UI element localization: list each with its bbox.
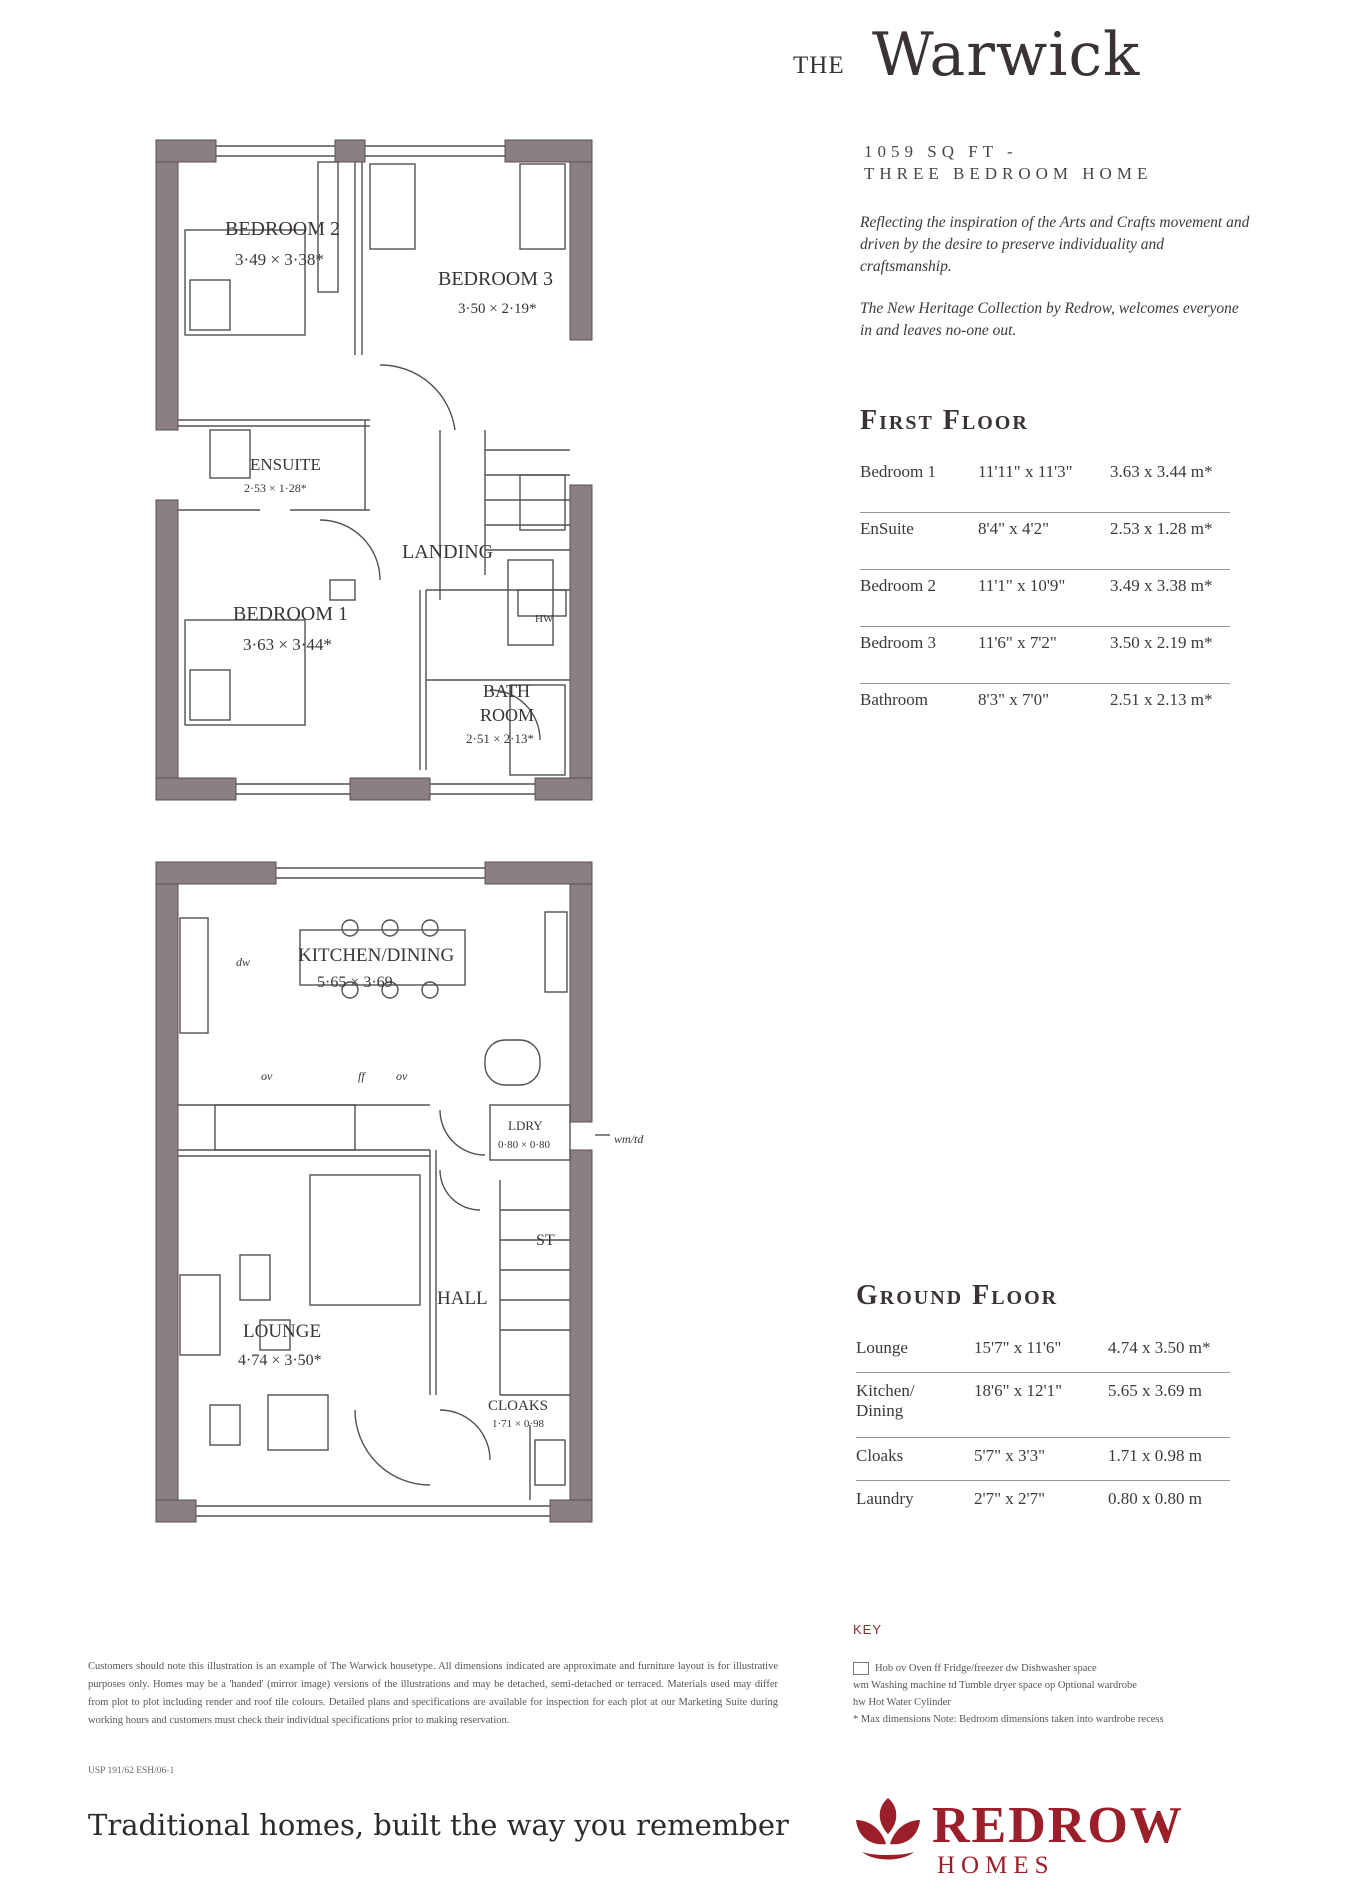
- kitchen-dim: 5·65 × 3·69: [317, 974, 393, 991]
- key-line-3: hw Hot Water Cylinder: [853, 1697, 951, 1708]
- house-title: Warwick: [872, 20, 1141, 90]
- table-row: [860, 684, 1230, 721]
- wall: [335, 140, 365, 162]
- first-floor-plan: [140, 130, 610, 810]
- hob-icon: [853, 1662, 869, 1675]
- wall: [156, 140, 216, 162]
- room-metric: 3.50 x 2.19 m*: [1110, 627, 1230, 684]
- brand-sub: HOMES: [937, 1852, 1055, 1879]
- kitchen-label: KITCHEN/DINING: [298, 945, 455, 966]
- room-name: Bathroom: [860, 690, 928, 709]
- wall: [156, 500, 178, 800]
- bedroom1-dim: 3·63 × 3·44*: [243, 635, 332, 654]
- ensuite-label: ENSUITE: [250, 455, 321, 474]
- room-name: Kitchen/: [856, 1381, 915, 1400]
- table-row: [860, 462, 1230, 513]
- bath-label-line2: ROOM: [480, 705, 535, 725]
- wall: [570, 862, 592, 1122]
- room-name: Bedroom 2: [860, 570, 978, 627]
- cloaks-dim: 1·71 × 0·98: [492, 1418, 545, 1430]
- lounge-dim: 4·74 × 3·50*: [238, 1352, 322, 1369]
- room-name: Bedroom 3: [860, 627, 978, 684]
- room-imperial: 15'7" x 11'6": [974, 1338, 1108, 1373]
- room-metric: 1.71 x 0.98 m: [1108, 1438, 1230, 1481]
- wall: [570, 1150, 592, 1522]
- ensuite-dim: 2·53 × 1·28*: [244, 481, 307, 495]
- room-imperial: 11'1" x 10'9": [978, 570, 1110, 627]
- table-row: [856, 1481, 1230, 1520]
- room-metric: 0.80 x 0.80 m: [1108, 1489, 1202, 1508]
- wall: [535, 778, 592, 800]
- table-row: [856, 1373, 1230, 1438]
- title-prefix: THE: [793, 52, 845, 79]
- wall: [156, 862, 276, 884]
- exterior-walls: [156, 140, 592, 800]
- collection-paragraph: The New Heritage Collection by Redrow, welcomes everyone in and leaves no-one out.: [860, 300, 1239, 339]
- ldry-dim: 0·80 × 0·80: [498, 1139, 551, 1151]
- wall: [156, 1500, 196, 1522]
- room-imperial: 5'7" x 3'3": [974, 1438, 1108, 1481]
- wall: [485, 862, 592, 884]
- bath-label: BATH: [483, 681, 531, 701]
- wall: [550, 1500, 592, 1522]
- key-line: [853, 1660, 1233, 1677]
- disclaimer: Customers should note this illustration is an example of The Warwick housetype. All dimensions indicated are approximate and furniture layout is for illustrative purposes only. Homes may be a 'handed' (mirror image) versions of the illustrations and may be detached, semi-detached or terraced. Materials used may differ from plot to plot including render and roof tile colours. Detailed plans and specifications are available for inspection for each plot at our Marketing Suite during working hours and customers must check their individual specifications prior to making reservation.: [88, 1661, 778, 1726]
- room-name: Bedroom 1: [860, 462, 978, 513]
- st-label: ST: [536, 1232, 555, 1249]
- first-floor-heading: First Floor: [860, 405, 1029, 436]
- room-metric: 3.63 x 3.44 m*: [1110, 462, 1230, 513]
- key-line-4: * Max dimensions Note: Bedroom dimensions taken into wardrobe recess: [853, 1714, 1164, 1725]
- wmtd-label: wm/td: [614, 1132, 644, 1146]
- table-row: [860, 570, 1230, 627]
- bedroom1-label: BEDROOM 1: [233, 603, 349, 625]
- room-imperial: 11'11" x 11'3": [978, 462, 1110, 513]
- room-imperial: 11'6" x 7'2": [978, 627, 1110, 684]
- room-name: Laundry: [856, 1489, 914, 1508]
- ff-label: ff: [358, 1069, 365, 1083]
- reference-code: USP 191/62 ESH/06-1: [88, 1766, 175, 1776]
- lounge-label: LOUNGE: [243, 1321, 322, 1342]
- cloaks-label: CLOAKS: [488, 1398, 549, 1414]
- table-row: [856, 1438, 1230, 1481]
- room-name: Cloaks: [856, 1438, 974, 1481]
- room-imperial: 8'4" x 4'2": [978, 513, 1110, 570]
- key-line-1: Hob ov Oven ff Fridge/freezer dw Dishwasher space: [875, 1663, 1097, 1674]
- room-name: EnSuite: [860, 513, 978, 570]
- ov-label: ov: [261, 1069, 273, 1083]
- wall: [156, 140, 178, 430]
- wall: [505, 140, 592, 162]
- ground-floor-heading: Ground Floor: [856, 1280, 1059, 1311]
- room-name: Lounge: [856, 1338, 974, 1373]
- ground-floor-table: [856, 1338, 1230, 1519]
- redrow-logo-icon: [848, 1790, 928, 1870]
- room-metric: 2.53 x 1.28 m*: [1110, 513, 1230, 570]
- room-imperial: 18'6" x 12'1": [974, 1373, 1108, 1438]
- intro-paragraph: Reflecting the inspiration of the Arts and Crafts movement and driven by the desire to preserve individuality and craftsmanship.: [860, 214, 1250, 275]
- hw-label: HW: [535, 613, 554, 625]
- room-imperial: 8'3" x 7'0": [978, 690, 1050, 709]
- bath-dim: 2·51 × 2·13*: [466, 731, 534, 746]
- room-metric: 3.49 x 3.38 m*: [1110, 570, 1230, 627]
- table-row: [856, 1338, 1230, 1373]
- brand-name: REDROW: [932, 1797, 1184, 1854]
- hall-label: HALL: [437, 1288, 488, 1309]
- bedroom3-dim: 3·50 × 2·19*: [458, 301, 537, 317]
- wall: [350, 778, 430, 800]
- ov2-label: ov: [396, 1069, 408, 1083]
- first-floor-table: [860, 462, 1230, 720]
- room-name-line2: Dining: [856, 1401, 904, 1420]
- wall: [570, 485, 592, 800]
- key-legend: [853, 1660, 1233, 1728]
- area-spec: 1059 SQ FT -: [864, 142, 1018, 161]
- ldry-label: LDRY: [508, 1118, 543, 1133]
- bedroom2-label: BEDROOM 2: [225, 218, 341, 240]
- key-line-2: wm Washing machine td Tumble dryer space op Optional wardrobe: [853, 1680, 1137, 1691]
- table-row: [860, 513, 1230, 570]
- landing-label: LANDING: [402, 541, 494, 563]
- wall: [156, 778, 236, 800]
- wall: [156, 862, 178, 1522]
- room-metric: 2.51 x 2.13 m*: [1110, 690, 1213, 709]
- room-metric: 4.74 x 3.50 m*: [1108, 1338, 1230, 1373]
- dw-label: dw: [236, 955, 251, 969]
- tagline: Traditional homes, built the way you remember: [88, 1808, 789, 1842]
- table-row: [860, 627, 1230, 684]
- key-title: KEY: [853, 1622, 883, 1637]
- ground-floor-plan: [140, 850, 700, 1530]
- bedroom-spec: THREE BEDROOM HOME: [864, 164, 1153, 183]
- bedroom3-label: BEDROOM 3: [438, 268, 554, 290]
- bedroom2-dim: 3·49 × 3·38*: [235, 250, 324, 269]
- room-imperial: 2'7" x 2'7": [974, 1489, 1046, 1508]
- wall: [570, 140, 592, 340]
- room-metric: 5.65 x 3.69 m: [1108, 1373, 1230, 1438]
- room-name-multiline: [856, 1373, 974, 1438]
